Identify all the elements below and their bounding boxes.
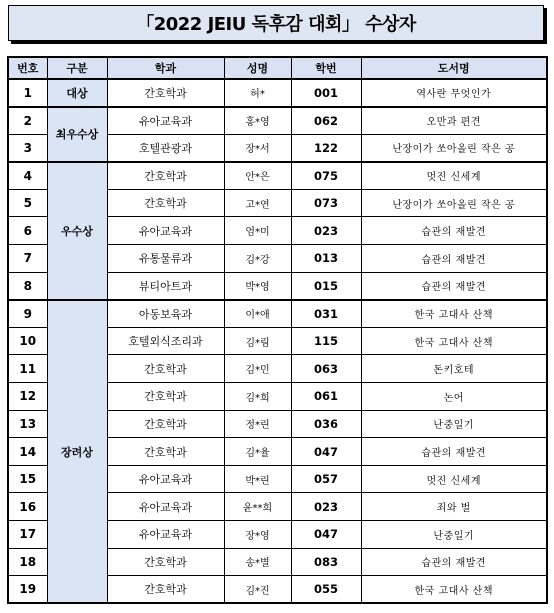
row-no: 15 [8,465,47,493]
row-department: 유아교육과 [107,217,224,245]
row-student-id: 063 [291,355,361,383]
row-department: 아동보육과 [107,300,224,328]
header-department: 학과 [107,57,224,79]
category-grand: 대상 [47,79,107,107]
row-name: 엄*미 [224,217,291,245]
row-no: 16 [8,493,47,521]
row-department: 간호학과 [107,383,224,411]
header-student-id: 학번 [291,57,361,79]
row-name: 홍*영 [224,107,291,135]
row-book: 죄와 벌 [361,493,547,521]
header-name: 성명 [224,57,291,79]
row-name: 김*민 [224,355,291,383]
row-no: 13 [8,410,47,438]
row-student-id: 075 [291,162,361,190]
row-no: 2 [8,107,47,135]
table-row [8,162,547,190]
row-book: 한국 고대사 산책 [361,576,547,604]
row-name: 정*린 [224,410,291,438]
row-student-id: 122 [291,134,361,162]
row-student-id: 013 [291,245,361,273]
row-book: 오만과 편견 [361,107,547,135]
row-book: 논어 [361,383,547,411]
header-no: 번호 [8,57,47,79]
row-book: 한국 고대사 산책 [361,327,547,355]
row-name: 장*서 [224,134,291,162]
row-student-id: 023 [291,493,361,521]
row-student-id: 115 [291,327,361,355]
row-no: 9 [8,300,47,328]
row-no: 3 [8,134,47,162]
row-name: 박*린 [224,465,291,493]
row-name: 김*율 [224,438,291,466]
row-department: 간호학과 [107,189,224,217]
row-department: 유아교육과 [107,465,224,493]
row-no: 1 [8,79,47,107]
row-no: 11 [8,355,47,383]
row-student-id: 036 [291,410,361,438]
row-name: 송*별 [224,548,291,576]
row-book: 난장이가 쏘아올린 작은 공 [361,134,547,162]
row-department: 호텔관광과 [107,134,224,162]
row-name: 박*영 [224,272,291,300]
row-student-id: 083 [291,548,361,576]
table-row [8,300,547,328]
category-excellence: 우수상 [47,162,107,300]
row-department: 유아교육과 [107,521,224,549]
row-no: 18 [8,548,47,576]
row-department: 간호학과 [107,438,224,466]
category-top: 최우수상 [47,107,107,162]
row-student-id: 031 [291,300,361,328]
row-book: 난중일기 [361,521,547,549]
row-book: 습관의 재발견 [361,548,547,576]
row-no: 6 [8,217,47,245]
row-department: 뷰티아트과 [107,272,224,300]
row-book: 습관의 재발견 [361,245,547,273]
awards-table [7,56,548,604]
row-department: 유통물류과 [107,245,224,273]
row-name: 장*영 [224,521,291,549]
row-book: 돈키호테 [361,355,547,383]
row-department: 간호학과 [107,355,224,383]
row-department: 유아교육과 [107,107,224,135]
row-department: 간호학과 [107,410,224,438]
row-student-id: 023 [291,217,361,245]
row-no: 14 [8,438,47,466]
row-department: 간호학과 [107,548,224,576]
row-department: 유아교육과 [107,493,224,521]
row-department: 간호학과 [107,576,224,604]
row-no: 10 [8,327,47,355]
row-student-id: 055 [291,576,361,604]
row-book: 습관의 재발견 [361,217,547,245]
row-no: 7 [8,245,47,273]
row-name: 김*진 [224,576,291,604]
row-book: 역사란 무엇인가 [361,79,547,107]
row-department: 간호학과 [107,79,224,107]
row-book: 한국 고대사 산책 [361,300,547,328]
row-name: 이*애 [224,300,291,328]
row-student-id: 073 [291,189,361,217]
row-student-id: 015 [291,272,361,300]
row-book: 멋진 신세계 [361,465,547,493]
row-name: 허* [224,79,291,107]
row-student-id: 062 [291,107,361,135]
row-name: 안*은 [224,162,291,190]
table-row [8,79,547,107]
header-book: 도서명 [361,57,547,79]
row-no: 19 [8,576,47,604]
row-book: 습관의 재발견 [361,272,547,300]
category-encouragement: 장려상 [47,300,107,604]
row-book: 난중일기 [361,410,547,438]
row-name: 김*강 [224,245,291,273]
row-no: 8 [8,272,47,300]
row-no: 4 [8,162,47,190]
row-no: 17 [8,521,47,549]
row-name: 윤**희 [224,493,291,521]
row-name: 김*림 [224,327,291,355]
row-student-id: 047 [291,521,361,549]
row-student-id: 001 [291,79,361,107]
row-student-id: 057 [291,465,361,493]
row-department: 간호학과 [107,162,224,190]
row-name: 김*희 [224,383,291,411]
row-no: 12 [8,383,47,411]
row-book: 습관의 재발견 [361,438,547,466]
row-name: 고*연 [224,189,291,217]
header-category: 구분 [47,57,107,79]
row-department: 호텔외식조리과 [107,327,224,355]
row-book: 멋진 신세계 [361,162,547,190]
row-student-id: 061 [291,383,361,411]
row-no: 5 [8,189,47,217]
row-student-id: 047 [291,438,361,466]
table-header-row [8,57,547,79]
row-book: 난장이가 쏘아올린 작은 공 [361,189,547,217]
table-row [8,107,547,135]
page-title: 「2022 JEIU 독후감 대회」 수상자 [8,5,544,41]
